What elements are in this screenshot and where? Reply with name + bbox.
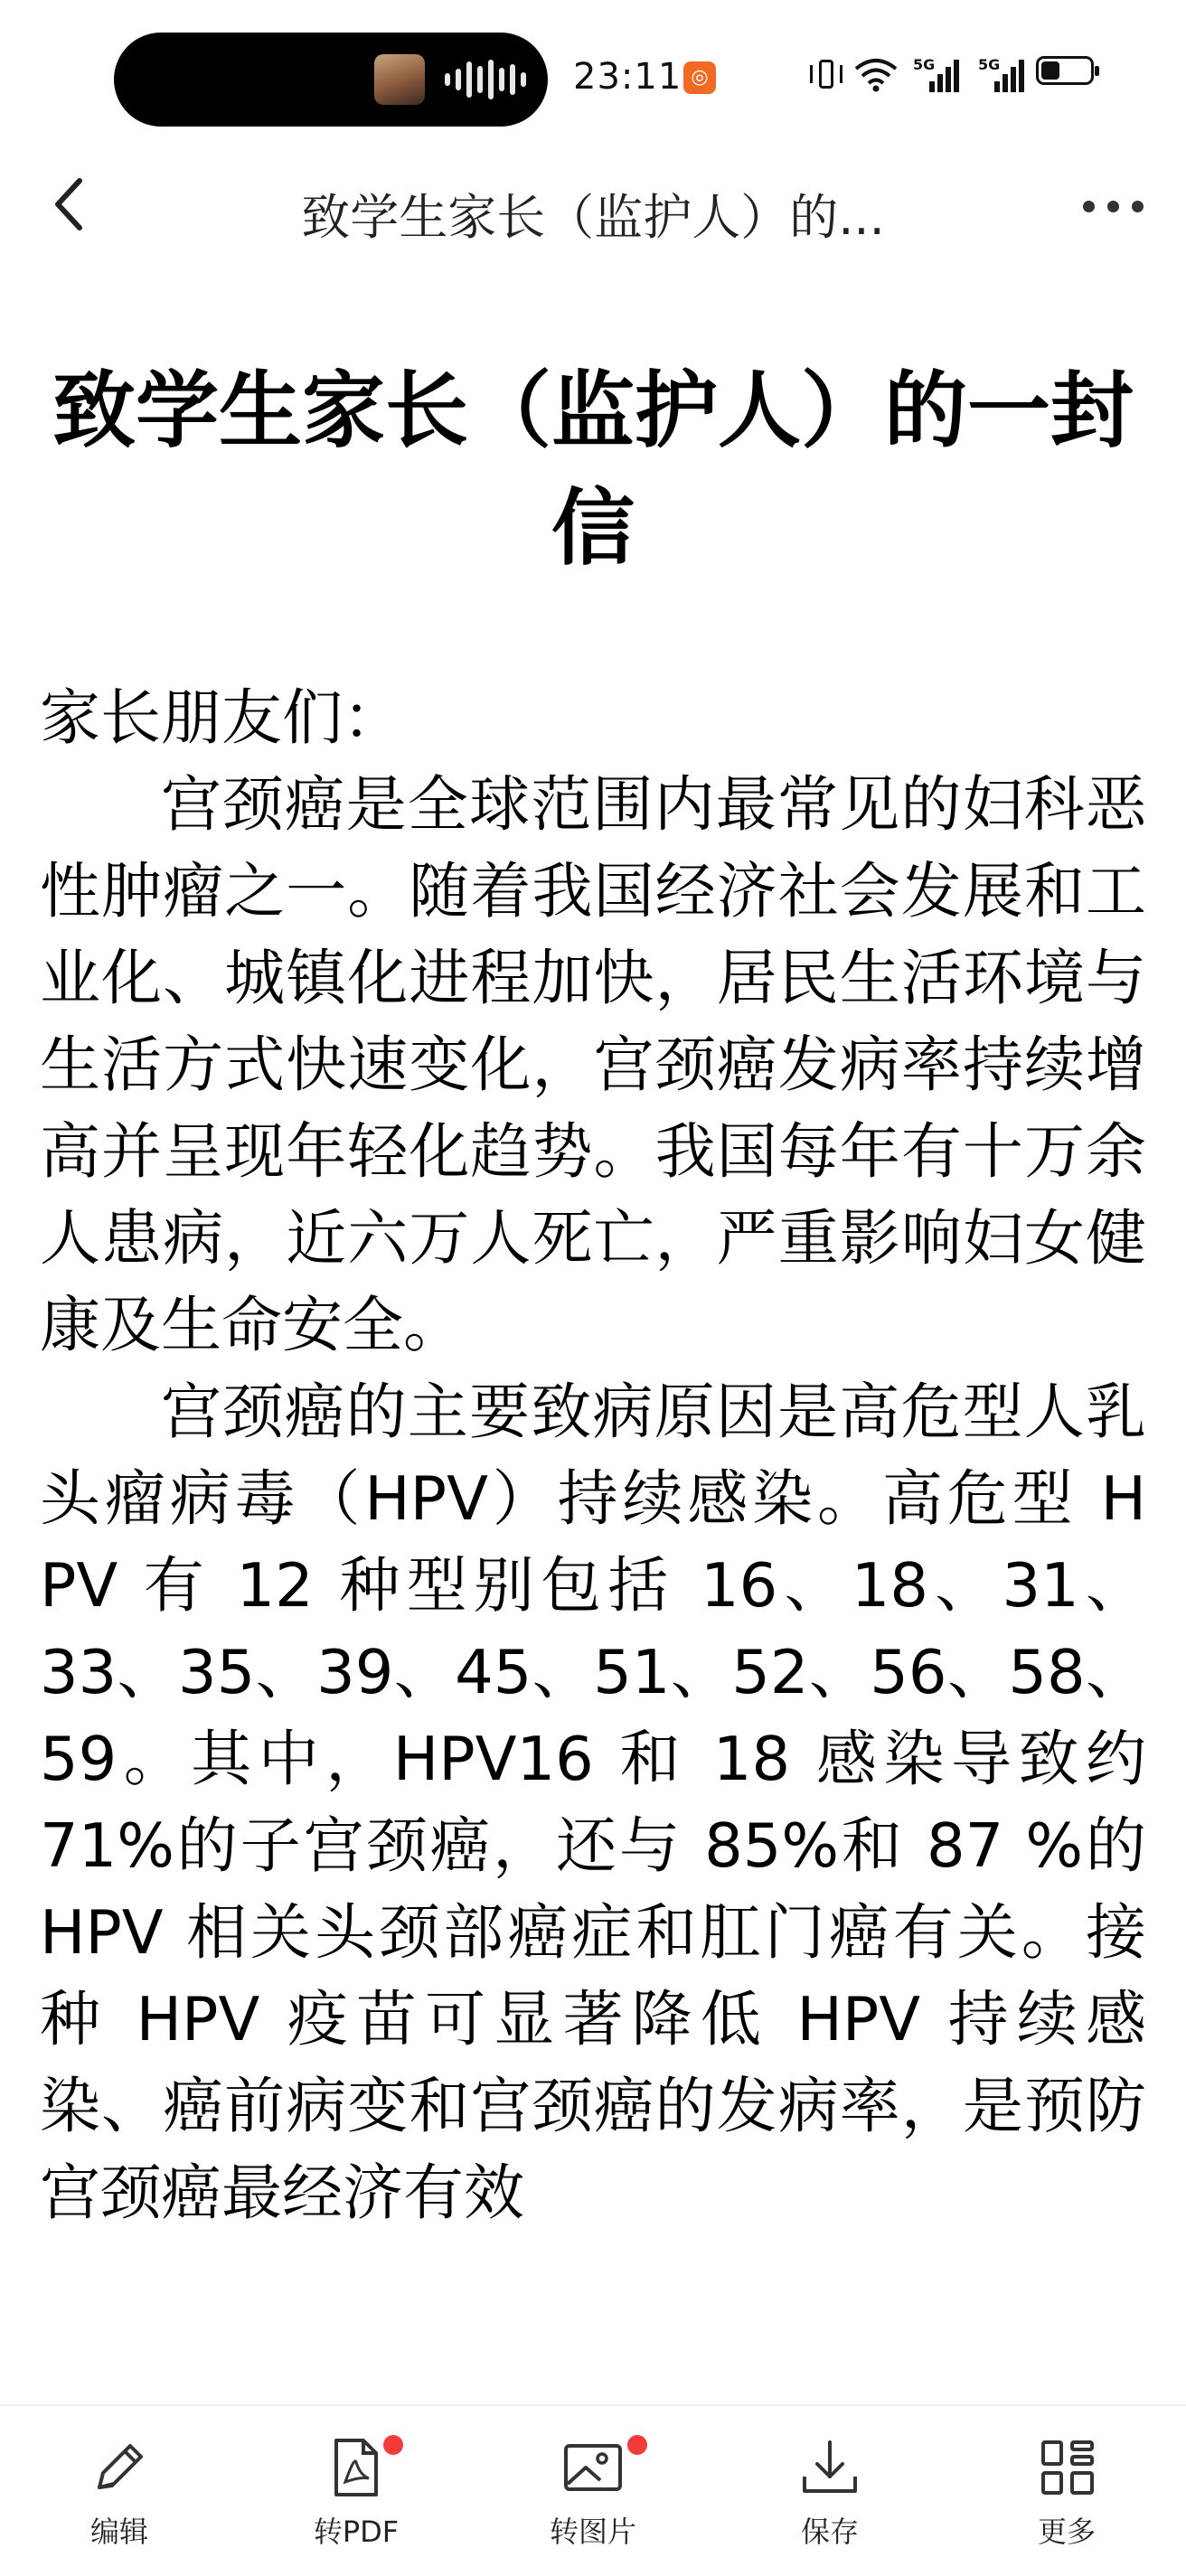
notification-badge [627, 2435, 647, 2455]
edit-button[interactable] [47, 2435, 192, 2562]
dynamic-island[interactable] [114, 33, 548, 127]
document-content[interactable] [40, 353, 1146, 2236]
image-icon [560, 2435, 626, 2500]
page-title: 致学生家长（监护人）的... [301, 189, 885, 246]
save-button[interactable] [758, 2435, 902, 2562]
convert-image-button[interactable] [521, 2435, 665, 2562]
avatar [374, 54, 425, 105]
convert-pdf-button[interactable] [284, 2435, 428, 2562]
more-options-button[interactable] [1078, 177, 1150, 235]
notification-app-icon: ◎ [683, 61, 716, 94]
nav-bar [0, 152, 1186, 260]
bottom-toolbar [0, 2404, 1186, 2576]
wifi-icon [853, 56, 899, 92]
audio-wave-icon [445, 58, 528, 101]
notification-badge [383, 2435, 403, 2455]
chevron-left-icon [36, 168, 108, 240]
document-title: 致学生家长（监护人）的一封信 [52, 362, 1134, 577]
vibrate-icon [810, 56, 842, 92]
status-time: 23:11 [573, 56, 682, 98]
paragraph: 宫颈癌的主要致病原因是高危型人乳头瘤病毒（HPV）持续感染。高危型 H PV 有 12 种型别包括 16、18、31、33、35、39、45、51、52、56、58、59。其中，HPV16 和 18 感染导致约 71%的子宫颈癌，还与 85%和 87 %的 HPV 相关头颈部癌症和肛门癌有关。接种 HPV 疫苗可显著降低 HPV 持续感染、癌前病变和宫颈癌的发病率，是预防宫颈癌最经济有效 [40, 1377, 1146, 2228]
more-dots-icon [1083, 201, 1095, 212]
download-icon [797, 2435, 862, 2500]
paragraph: 宫颈癌是全球范围内最常见的妇科恶性肿瘤之一。随着我国经济社会发展和工业化、城镇化进程加快，居民生活环境与生活方式快速变化，宫颈癌发病率持续增高并呈现年轻化趋势。我国每年有十万余人患病，近六万人死亡，严重影响妇女健康及生命安全。 [40, 769, 1146, 1360]
battery-icon [1036, 56, 1094, 85]
grid-icon [1034, 2435, 1099, 2500]
network-type: 5G [978, 56, 1001, 73]
signal-icon [913, 56, 958, 92]
document-body [40, 674, 1146, 2236]
pdf-icon [324, 2435, 389, 2500]
salutation: 家长朋友们： [40, 682, 403, 753]
status-bar [0, 0, 1186, 145]
more-button[interactable] [994, 2435, 1139, 2562]
network-type: 5G [913, 56, 936, 73]
save-label: 保存 [800, 2515, 859, 2549]
back-button[interactable] [36, 168, 108, 240]
pencil-icon [87, 2435, 152, 2500]
edit-label: 编辑 [89, 2515, 148, 2549]
signal-icon [978, 56, 1023, 92]
convert-pdf-label: 转PDF [313, 2515, 400, 2549]
convert-image-label: 转图片 [549, 2515, 636, 2549]
more-label: 更多 [1037, 2515, 1096, 2549]
